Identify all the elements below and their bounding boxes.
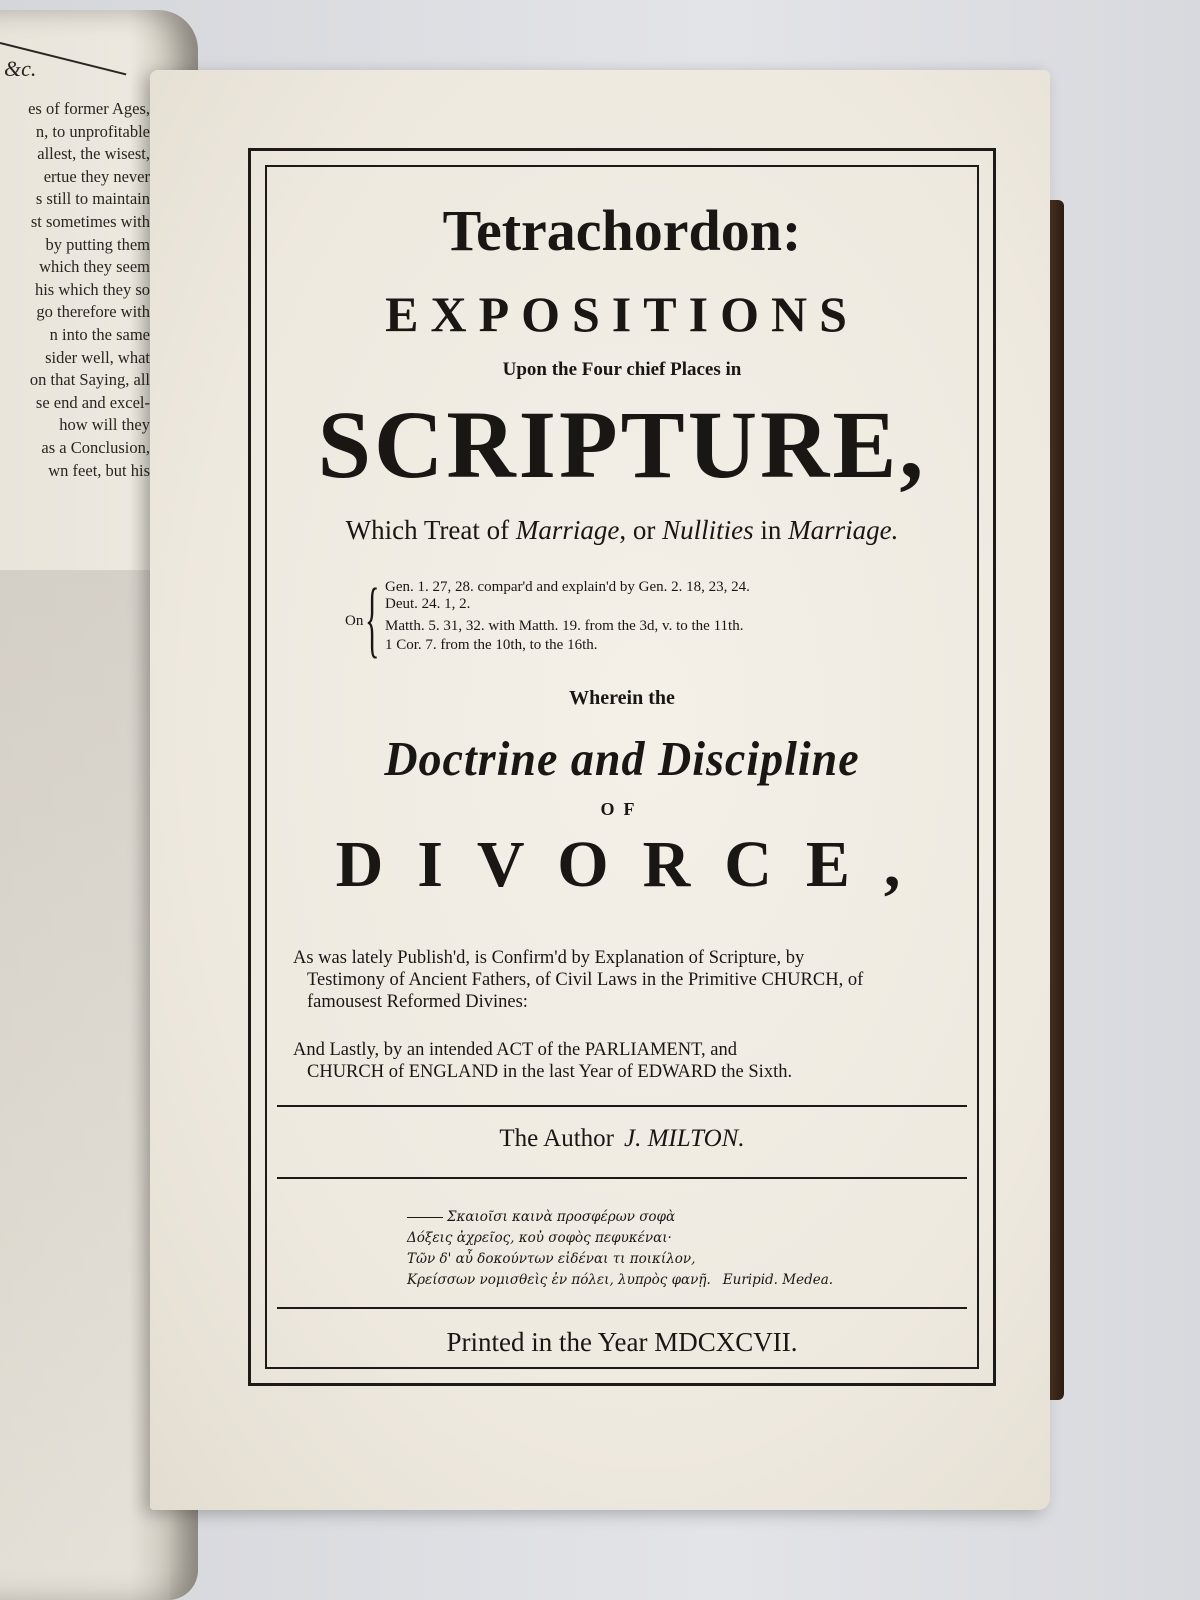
scripture-heading: SCRIPTURE,	[317, 391, 927, 498]
wherein-line: Wherein the	[569, 687, 675, 709]
epigraph-text: Κρείσσων νομισθεὶς ἐν πόλει, λυπρὸς φανῇ.	[407, 1272, 711, 1288]
which-treat-post: in	[753, 515, 789, 545]
author-name: J. MILTON.	[623, 1125, 745, 1152]
paragraph-line: And Lastly, by an intended ACT of the PARLIAMENT, and	[293, 1040, 737, 1060]
author-label: The Author	[499, 1125, 614, 1152]
epigraph-text: Σκαιοῖσι καινὰ προσφέρων σοφὰ	[447, 1209, 676, 1225]
title-page-content	[267, 167, 977, 1367]
epigraph-line: Τῶν δ' αὖ δοκούντων εἰδέναι τι ποικίλον,	[407, 1251, 696, 1267]
left-page-line: ertue they never	[43, 166, 150, 186]
left-page-line: n, to unprofitable	[35, 121, 150, 141]
references-on-label: On	[345, 613, 364, 629]
which-treat-mid: , or	[619, 515, 663, 545]
which-treat-marriage-2: Marriage.	[788, 515, 899, 545]
which-treat-line	[267, 515, 977, 546]
reference-line: 1 Cor. 7. from the 10th, to the 16th.	[385, 637, 598, 653]
greek-epigraph	[407, 1207, 833, 1291]
paragraph-line: Testimony of Ancient Fathers, of Civil Laws in the Primitive CHURCH, of	[307, 970, 864, 990]
left-page-line: go therefore with	[36, 302, 150, 322]
divorce-heading: DIVORCE,	[335, 828, 935, 901]
epigraph-line	[407, 1207, 833, 1228]
left-page-line: how will they	[59, 415, 150, 435]
book-title: Tetrachordon:	[442, 198, 802, 263]
which-treat-pre: Which Treat of	[345, 515, 516, 545]
divider-rule	[277, 1105, 967, 1107]
epigraph-line	[407, 1270, 833, 1291]
left-page-line: se end and excel-	[35, 392, 150, 412]
reference-line: Matth. 5. 31, 32. with Matth. 19. from the 3d, v. to the 11th.	[385, 618, 744, 634]
confirmation-paragraph	[293, 947, 951, 1013]
title-page	[150, 70, 1050, 1510]
left-page-line: by putting them	[45, 234, 150, 254]
paragraph-line: CHURCH of ENGLAND in the last Year of EDWARD the Sixth.	[307, 1062, 793, 1082]
imprint-line: Printed in the Year MDCXCVII.	[446, 1327, 798, 1357]
outer-border	[248, 148, 996, 1386]
divider-rule	[277, 1177, 967, 1179]
left-page-corner-mark: &c.	[4, 56, 37, 81]
which-treat-marriage: Marriage	[515, 515, 620, 545]
epigraph-source: Euripid. Medea.	[722, 1272, 834, 1288]
left-page-line: n into the same	[49, 324, 150, 344]
left-page-line: which they seem	[39, 257, 150, 277]
of-line: OF	[600, 799, 644, 819]
left-page-line: as a Conclusion,	[41, 437, 150, 457]
left-page-line: st sometimes with	[30, 211, 150, 231]
inner-border	[265, 165, 979, 1369]
epigraph-line: Δόξεις ἀχρεῖος, κοὐ σοφὸς πεφυκέναι·	[407, 1230, 672, 1246]
doctrine-heading: Doctrine and Discipline	[384, 731, 860, 786]
reference-line: Deut. 24. 1, 2.	[385, 596, 471, 612]
left-page-text	[28, 98, 150, 482]
scripture-references	[345, 570, 945, 669]
author-line	[267, 1125, 977, 1153]
book-subtitle: EXPOSITIONS	[385, 286, 859, 342]
brace-glyph: {	[365, 570, 380, 666]
left-page-line: his which they so	[34, 279, 150, 299]
epigraph-dash	[407, 1217, 443, 1218]
left-page-line: es of former Ages,	[28, 99, 150, 118]
left-page-line: wn feet, but his	[48, 460, 150, 480]
left-page-line: s still to maintain	[35, 189, 150, 209]
upon-line: Upon the Four chief Places in	[502, 359, 742, 380]
divider-rule	[277, 1307, 967, 1309]
page-shadow	[0, 570, 170, 1600]
paragraph-line: As was lately Publish'd, is Confirm'd by Explanation of Scripture, by	[293, 948, 805, 968]
act-paragraph	[293, 1039, 951, 1083]
paragraph-line: famousest Reformed Divines:	[307, 992, 528, 1012]
left-page-line: allest, the wisest,	[37, 144, 150, 164]
left-page-line: sider well, what	[45, 347, 150, 367]
which-treat-nullities: Nullities	[662, 515, 754, 545]
reference-line: Gen. 1. 27, 28. compar'd and explain'd by Gen. 2. 18, 23, 24.	[385, 579, 750, 595]
left-page-line: on that Saying, all	[29, 370, 150, 390]
